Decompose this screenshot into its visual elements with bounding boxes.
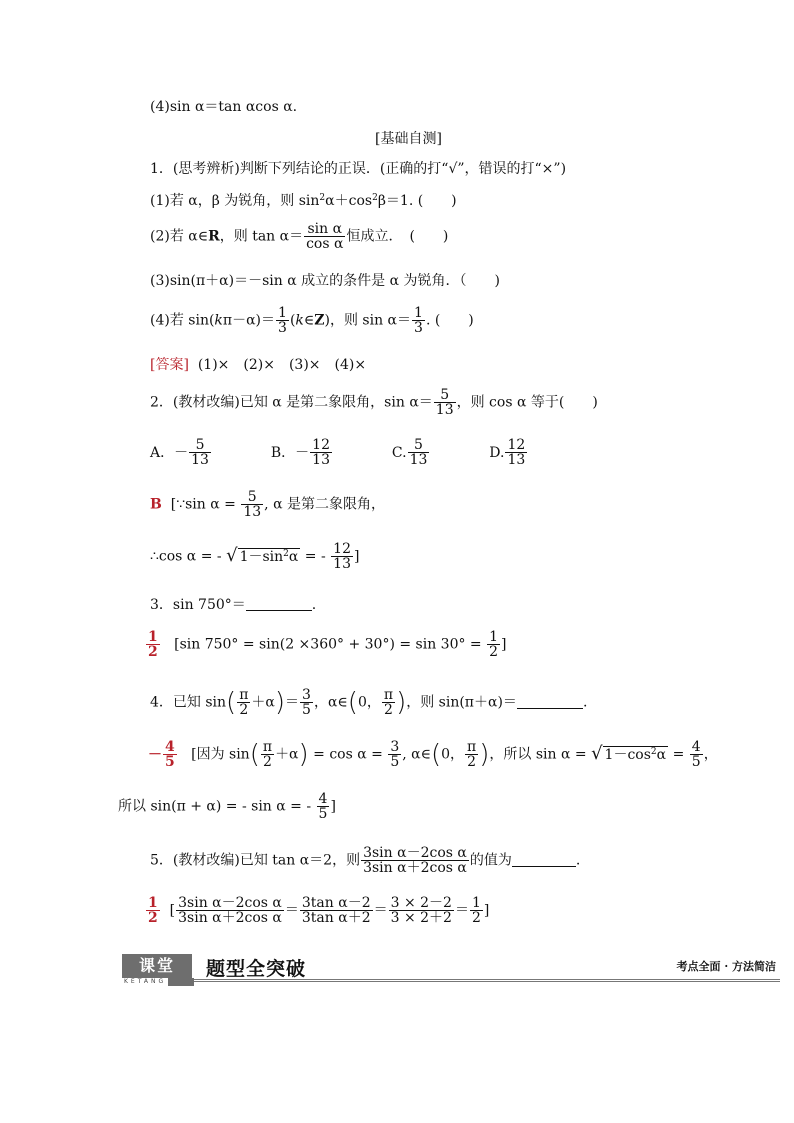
q2-sol1-b: , α 是第二象限角， bbox=[264, 496, 385, 513]
s4a: (4)若 sin( bbox=[150, 312, 215, 329]
q4-stem-a: 4．已知 sin bbox=[150, 694, 227, 711]
q4-stem-b: ＝ bbox=[285, 694, 300, 711]
q3-solution bbox=[145, 630, 507, 659]
q3-stem-text: 3．sin 750°＝ bbox=[150, 597, 246, 613]
frac-1-3: $\frac{1}{3}$ bbox=[278, 305, 287, 336]
q2-sol2-b: = - bbox=[300, 548, 331, 565]
s1a: (1)若 α，β 为锐角，则 sin bbox=[150, 193, 320, 209]
frac-1-2: $\frac{1}{2}$ bbox=[489, 629, 499, 660]
var-k: k bbox=[295, 312, 304, 329]
q1-stem: 1．(思考辨析)判断下列结论的正误．(正确的打“√”，错误的打“×”) bbox=[150, 161, 567, 177]
s4d: ∈ bbox=[303, 312, 315, 329]
answer-blank bbox=[517, 694, 583, 709]
q4-sol-f: ， bbox=[703, 746, 718, 763]
option-b: B．－ $\frac{12}{13}$ bbox=[270, 437, 330, 468]
q5-solution: $\frac{1}{2}$ [ $\frac{\text{3sin α－2cos α}}{\text{3sin α＋2cos α}}$ ＝ $\frac{\text{3tan α－2}}{\text{3tan α＋2}}$ ＝ $\frac{3 \times 2-2}{3 \times 2+2}$ ＝ $\frac{1}{2}$ ] bbox=[148, 895, 490, 926]
q5-stem bbox=[150, 846, 580, 875]
banner-heading: 题型全突破 bbox=[206, 958, 307, 980]
s4b: π－α)＝ bbox=[222, 312, 276, 329]
q2-sol2-c: ] bbox=[354, 548, 360, 565]
q2-stem-b: ，则 cos α 等于( ) bbox=[456, 394, 598, 411]
q3-stem bbox=[150, 596, 316, 614]
s4f: . ( ) bbox=[425, 312, 474, 329]
frac-sin-over-cos: $\frac{\text{sin α}}{\text{cos α}}$ bbox=[306, 221, 344, 252]
q4-sol-c: , α∈ bbox=[402, 746, 431, 763]
banner-box: 课堂 bbox=[122, 954, 192, 978]
option-c: C. $\frac{5}{13}$ bbox=[391, 437, 428, 468]
sqrt: √ $1-\cos^2\alpha$ bbox=[591, 743, 667, 764]
q4-solution: － $\frac{4}{5}$ [因为 sin( $\frac{\pi}{2}$ ＋α) = cos α = $\frac{3}{5}$ , α∈(0， $\frac{\pi}{2}$ )，所以 sin α = √ $1-\cos^2\alpha$ = $\frac{4}{5}$ ， bbox=[148, 739, 718, 770]
section-title: [基础自测] bbox=[375, 131, 442, 147]
frac-1-3: $\frac{1}{3}$ bbox=[414, 305, 423, 336]
q4-stem-end: . bbox=[582, 694, 588, 711]
q2-stem-a: 2．(教材改编)已知 α 是第二象限角，sin α＝ bbox=[150, 394, 433, 411]
q4-sol-e: = bbox=[668, 746, 689, 763]
frac-pi-2: $\frac{\pi}{2}$ bbox=[383, 687, 394, 718]
q5-answer-frac: $\frac{1}{2}$ bbox=[148, 895, 158, 926]
banner-rule bbox=[194, 979, 780, 982]
answer-blank bbox=[512, 852, 576, 867]
set-R: R bbox=[208, 228, 220, 245]
line-4-identity: (4)sin α＝tan αcos α. bbox=[150, 99, 298, 115]
q4-stem-d: ，则 sin(π＋α)＝ bbox=[406, 694, 517, 711]
q4-stem: 4．已知 sin( $\frac{\pi}{2}$ ＋α)＝ $\frac{3}{5}$ ，α∈(0， $\frac{\pi}{2}$ )，则 sin(π＋α)＝ . bbox=[150, 687, 588, 718]
s2c: 恒成立． ( ) bbox=[346, 228, 449, 245]
q3-stem-end: . bbox=[311, 597, 317, 613]
q2-options bbox=[150, 438, 528, 467]
banner-sub: KETANG bbox=[124, 978, 167, 985]
q1-statement-3: (3)sin(π＋α)＝－sin α 成立的条件是 α 为锐角．（ ) bbox=[150, 273, 500, 289]
q2-stem bbox=[150, 388, 598, 417]
q4-solution-cont: 所以 sin(π + α) = - sin α = - $\frac{4}{5}$ ] bbox=[118, 791, 336, 822]
section-banner bbox=[118, 948, 780, 988]
q3-sol-text: [sin 750° = sin(2 ×360° + 30°) = sin 30° = bbox=[174, 636, 487, 653]
q5-sol-open: [ bbox=[169, 902, 176, 919]
banner-tail bbox=[168, 978, 194, 986]
q2-solution-1 bbox=[150, 490, 385, 519]
frac-3-5: $\frac{3}{5}$ bbox=[302, 687, 311, 718]
s1c: β＝1. ( ) bbox=[377, 193, 457, 209]
frac-expression: $\frac{\text{3sin α－2cos α}}{\text{3sin α＋2cos α}}$ bbox=[363, 845, 467, 876]
banner-right-text: 考点全面 · 方法简洁 bbox=[676, 960, 776, 973]
q5-sol-close: ] bbox=[483, 902, 490, 919]
q2-sol1-a: [∵sin α = bbox=[170, 496, 241, 513]
option-a: A．－ $\frac{5}{13}$ bbox=[150, 437, 209, 468]
answer-blank bbox=[246, 596, 312, 611]
sup-2: 2 bbox=[319, 193, 326, 203]
var-k: k bbox=[214, 312, 223, 329]
s2a: (2)若 α∈ bbox=[150, 228, 209, 245]
frac-12-13: $\frac{12}{13}$ bbox=[333, 541, 351, 572]
q2-answer: B bbox=[150, 496, 162, 513]
s4e: )，则 sin α＝ bbox=[324, 312, 412, 329]
q4-stem-c: ，α∈ bbox=[313, 694, 348, 711]
q4-answer: － $\frac{4}{5}$ bbox=[148, 739, 175, 770]
s2b: ，则 tan α＝ bbox=[219, 228, 304, 245]
frac-5-13: $\frac{5}{13}$ bbox=[243, 489, 262, 520]
q1-statement-4 bbox=[150, 306, 474, 335]
answer-label: [答案] bbox=[150, 357, 189, 373]
q3-answer-frac: $\frac{1}{2}$ bbox=[148, 629, 158, 660]
q5-stem-a: 5．(教材改编)已知 tan α＝2，则 bbox=[150, 852, 361, 869]
q4-sol-a: [因为 sin bbox=[191, 746, 250, 763]
s4c: ( bbox=[289, 312, 296, 329]
q5-stem-end: . bbox=[575, 852, 581, 869]
set-Z: Z bbox=[314, 312, 325, 329]
q2-sol2-a: ∴cos α = - bbox=[150, 548, 227, 565]
q5-stem-b: 的值为 bbox=[469, 852, 512, 869]
q3-sol-end: ] bbox=[501, 636, 507, 653]
q1-answer bbox=[150, 356, 366, 374]
sup-2: 2 bbox=[372, 193, 378, 203]
frac-pi-2: $\frac{\pi}{2}$ bbox=[239, 687, 249, 718]
q4-cont-a: 所以 sin(π + α) = - sin α = - bbox=[118, 798, 316, 815]
q1-statement-2 bbox=[150, 222, 448, 251]
option-d: D. $\frac{12}{13}$ bbox=[489, 437, 526, 468]
answer-text: (1)× (2)× (3)× (4)× bbox=[197, 357, 367, 373]
q4-cont-b: ] bbox=[330, 798, 336, 815]
q2-solution-2 bbox=[150, 542, 359, 571]
s1b: α＋cos bbox=[325, 193, 373, 209]
q1-statement-1 bbox=[150, 192, 457, 210]
frac-5-13: $\frac{5}{13}$ bbox=[435, 387, 454, 418]
sqrt: √ $1-\sin^2\alpha$ bbox=[226, 545, 299, 566]
q4-sol-b: = cos α = bbox=[308, 746, 388, 763]
q4-sol-d: ，所以 sin α = bbox=[489, 746, 592, 763]
